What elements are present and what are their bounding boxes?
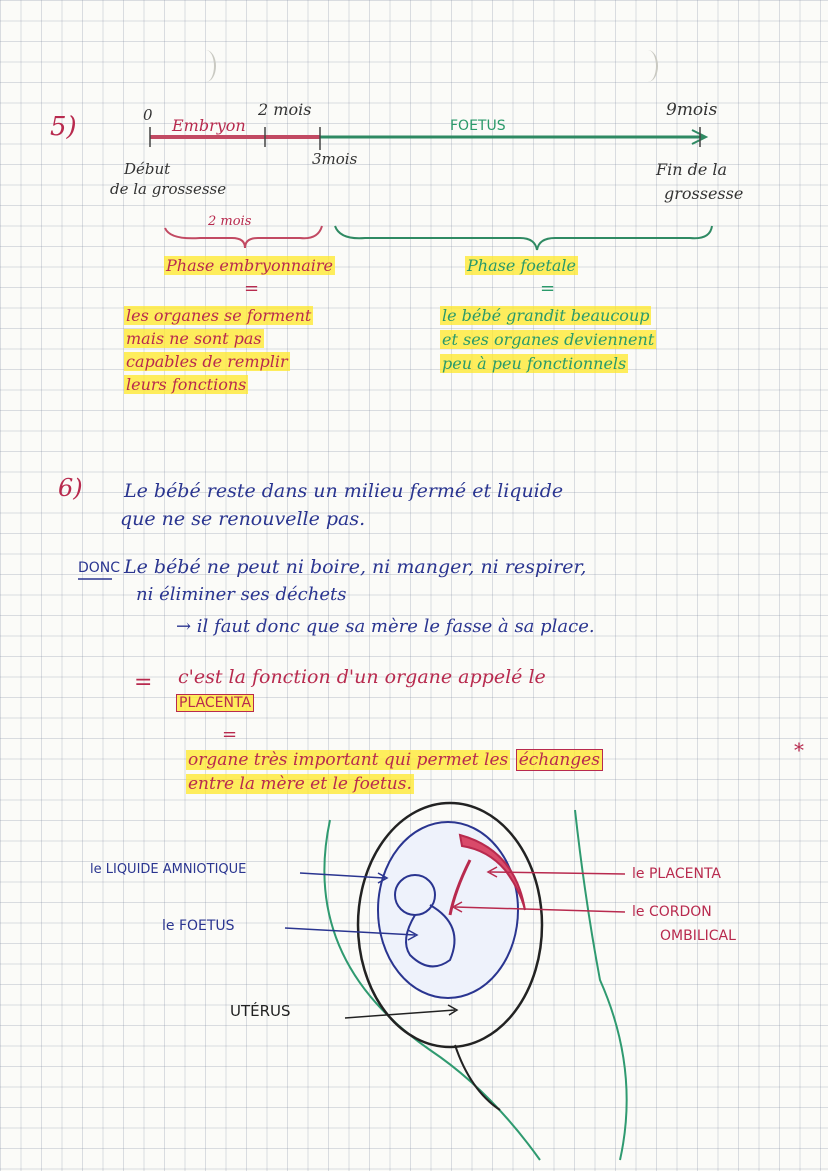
fetal-phase-line: peu à peu fonctionnels — [442, 354, 627, 373]
brace-embryo — [165, 226, 322, 248]
fetal-phase-equals: = — [540, 278, 556, 299]
timeline-zero: 0 — [143, 106, 153, 124]
placenta-box: PLACENTA — [176, 694, 254, 712]
section-6-line2: que ne se renouvelle pas. — [120, 508, 366, 530]
embryo-phase-line: leurs fonctions — [126, 375, 247, 394]
section-5-number: 5) — [50, 112, 77, 142]
timeline-embryon-label: Embryon — [172, 116, 246, 135]
timeline-foetus-label: FOETUS — [450, 118, 506, 134]
equals-1: = — [134, 670, 153, 695]
timeline-nine-months: 9mois — [666, 100, 718, 120]
section-6-number: 6) — [58, 474, 83, 502]
fetal-phase-title: Phase foetale — [467, 256, 576, 275]
function-line: c'est la fonction d'un organe appelé le — [178, 666, 546, 688]
timeline-end-line2: grossesse — [664, 184, 744, 203]
echanges-word: échanges — [516, 749, 603, 771]
timeline-end-line1: Fin de la — [656, 160, 728, 179]
embryo-phase-line: mais ne sont pas — [126, 329, 262, 348]
embryo-phase-title: Phase embryonnaire — [166, 256, 333, 275]
organ-line1 — [186, 750, 603, 770]
organ-line1-text: organe très important qui permet les — [188, 750, 509, 770]
body-outline — [575, 810, 627, 1160]
donc-label: DONC — [78, 560, 121, 576]
timeline-two-months: 2 mois — [258, 100, 312, 119]
donc-line1: Le bébé ne peut ni boire, ni manger, ni respirer, — [124, 556, 587, 578]
embryo-phase-line: capables de remplir — [126, 352, 288, 371]
donc-line2: ni éliminer ses déchets — [136, 584, 347, 605]
organ-line2: entre la mère et le foetus. — [188, 774, 412, 794]
timeline-duration: 2 mois — [208, 214, 252, 229]
timeline-start-line1: Début — [124, 160, 171, 178]
embryo-phase-text — [124, 304, 313, 396]
label-uterus: UTÉRUS — [230, 1002, 291, 1020]
fetal-phase-line: le bébé grandit beaucoup — [442, 306, 650, 325]
star-mark: * — [794, 738, 804, 762]
timeline-three-months: 3mois — [312, 150, 358, 168]
label-cordon-line1: le CORDON — [632, 904, 712, 920]
timeline-start-line2: de la grossesse — [110, 180, 227, 198]
amniotic-sac — [378, 822, 518, 998]
label-foetus: le FOETUS — [162, 918, 235, 934]
embryo-phase-equals: = — [244, 278, 260, 299]
section-6-line1: Le bébé reste dans un milieu fermé et liquide — [124, 480, 564, 502]
fetal-phase-text — [440, 304, 656, 376]
label-cordon-line2: OMBILICAL — [660, 928, 736, 944]
fetal-phase-line: et ses organes deviennent — [442, 330, 655, 349]
label-placenta: le PLACENTA — [632, 866, 721, 882]
label-liquide-amniotique: le LIQUIDE AMNIOTIQUE — [90, 862, 247, 877]
arrow-line: → il faut donc que sa mère le fasse à sa place. — [176, 616, 595, 637]
equals-2: = — [222, 724, 238, 745]
embryo-phase-line: les organes se forment — [126, 306, 312, 325]
brace-foetus — [335, 226, 712, 250]
